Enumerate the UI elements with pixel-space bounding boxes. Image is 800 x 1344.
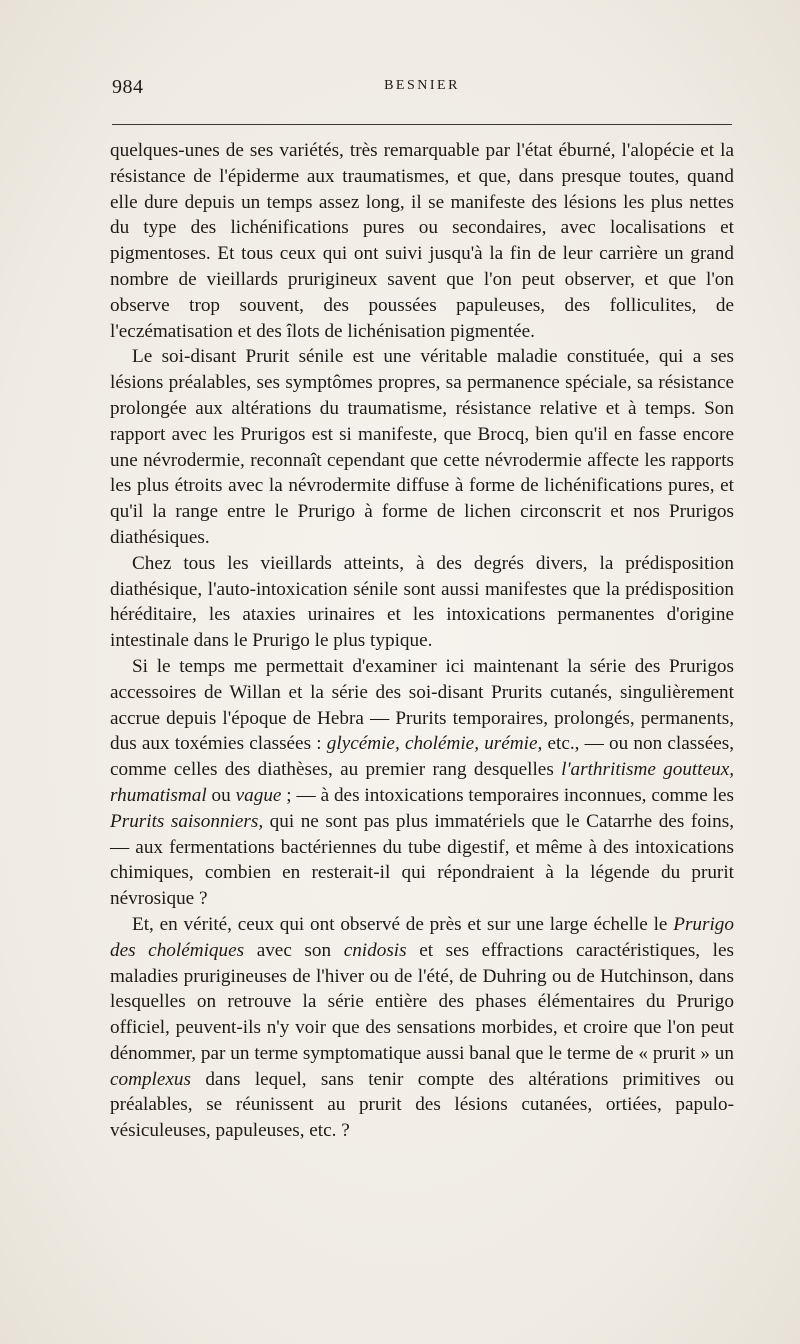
paragraph-text: avec son (244, 939, 344, 961)
paragraph-text: et ses effractions caractéristiques, les maladies prurigineuses de l'hiver ou de l'été, de Duhring ou de Hutchinson, dans lesquelles on retrouve la série entière des phases élémentaires du Prurigo officiel, peuvent-ils n'y voir que des sensations morbides, et croire que l'on peut dénommer, par un terme symptomatique aussi banal que le terme de « prurit » un (110, 939, 734, 1064)
italic-term: vague (235, 784, 282, 806)
paragraph-text: qui ne sont pas plus immatériels que le Catarrhe des foins, — aux fermentations bactériennes du tube digestif, et même à des intoxications chimiques, combien en resterait-il qui répondraient à la légende du prurit névrosique ? (110, 810, 734, 910)
paragraph-text: Si le temps me permettait d'examiner ici maintenant la série des Prurigos accessoires de Willan et la série des soi-disant Prurits cutanés, singulièrement accrue depuis l'époque de Hebra — Prurits temporaires, prolongés, permanents, dus aux toxémies classées : (110, 655, 734, 755)
running-head (112, 76, 732, 106)
paragraph-text: ou (206, 784, 236, 806)
paragraph-5 (110, 912, 734, 1144)
paragraph-text: ; — à des intoxications temporaires inconnues, comme les (281, 784, 734, 806)
body-text (110, 138, 734, 1144)
paragraph-3 (110, 551, 734, 654)
italic-term: l'arthritisme goutteux, rhumatismal (110, 759, 735, 806)
paragraph-text: Le soi-disant Prurit sénile est une véritable maladie constituée, qui a ses lésions préalables, ses symptômes propres, sa permanence spéciale, sa résistance prolongée aux altérations du traumatisme, résistance relative et à temps. Son rapport avec les Prurigos est si manifeste, que Brocq, bien qu'il en fasse encore une névrodermie, reconnaît cependant que cette névrodermie affecte les rapports les plus étroits avec la névrodermite diffuse à forme de lichénifications pures, et qu'il la range entre le Prurigo à forme de lichen circonscrit et nos Prurigos diathésiques. (110, 346, 734, 548)
paragraph-text: etc., — ou non classées, comme celles des diathèses, au premier rang desquelles (110, 733, 734, 781)
paragraph-text: quelques-unes de ses variétés, très remarquable par l'état éburné, l'alopécie et la résistance de l'épiderme aux traumatismes, et que, dans presque toutes, quand elle dure depuis un temps assez long, il se manifeste des lésions les plus nettes du type des lichénifications pures ou secondaires, avec localisations et pigmentoses. Et tous ceux qui ont suivi jusqu'à la fin de leur carrière un grand nombre de vieillards prurigineux savent que l'on peut observer, et que l'on observe trop souvent, des poussées papuleuses, des folliculites, de l'eczématisation et des îlots de lichénisation pigmentée. (110, 140, 734, 342)
paragraph-text: Chez tous les vieillards atteints, à des degrés divers, la prédisposition diathésique, l'auto-intoxication sénile sont aussi manifestes que la prédisposition héréditaire, les ataxies urinaires et les intoxications permanentes d'origine intestinale dans le Prurigo le plus typique. (110, 552, 734, 652)
running-title: BESNIER (384, 78, 460, 93)
italic-term: Prurits saisonniers, (110, 810, 264, 832)
page-number: 984 (112, 76, 144, 98)
paragraph-text: Et, en vérité, ceux qui ont observé de près et sur une large échelle le (132, 913, 674, 935)
header-rule (112, 124, 732, 125)
paragraph-1 (110, 138, 734, 344)
italic-term: complexus (110, 1068, 191, 1090)
paragraph-2 (110, 344, 734, 550)
italic-term: glycémie, cholémie, urémie, (326, 733, 543, 755)
paragraph-text: dans lequel, sans tenir compte des altérations primitives ou préalables, se réunissent au prurit des lésions cutanées, ortiées, papulo-vésiculeuses, papuleuses, etc. ? (110, 1068, 734, 1142)
italic-term: Prurigo des cholémiques (110, 913, 734, 961)
italic-term: cnidosis (343, 939, 407, 961)
paragraph-4 (110, 654, 734, 912)
